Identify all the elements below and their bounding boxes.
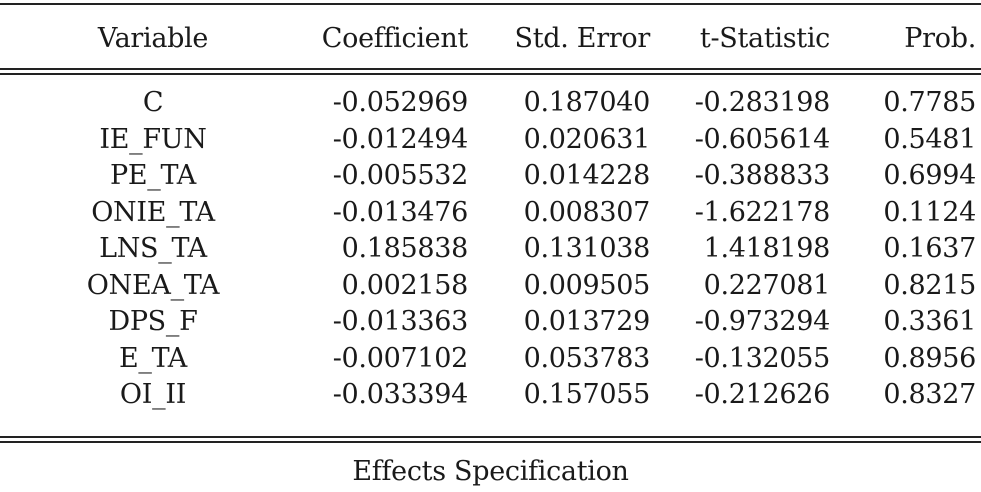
- cell-t-statistic: -0.132055: [694, 343, 830, 374]
- cell-variable: LNS_TA: [99, 233, 207, 264]
- cell-coefficient: -0.005532: [332, 160, 468, 191]
- cell-coefficient: -0.052969: [332, 87, 468, 118]
- cell-std-error: 0.187040: [523, 87, 650, 118]
- cell-variable: E_TA: [118, 343, 188, 374]
- cell-t-statistic: -0.605614: [694, 124, 830, 155]
- body-rule-upper: [0, 436, 981, 438]
- cell-coefficient: -0.012494: [332, 124, 468, 155]
- cell-t-statistic: -1.622178: [694, 197, 830, 228]
- header-coefficient: Coefficient: [321, 23, 468, 54]
- header-rule-lower: [0, 73, 981, 75]
- cell-prob: 0.1637: [883, 233, 976, 264]
- top-rule: [0, 3, 981, 5]
- cell-std-error: 0.013729: [523, 306, 650, 337]
- cell-variable: IE_FUN: [99, 124, 207, 155]
- header-std-error: Std. Error: [514, 23, 650, 54]
- cell-prob: 0.8215: [883, 270, 976, 301]
- cell-variable: ONIE_TA: [91, 197, 215, 228]
- cell-prob: 0.6994: [883, 160, 976, 191]
- cell-prob: 0.3361: [883, 306, 976, 337]
- cell-std-error: 0.020631: [523, 124, 650, 155]
- cell-t-statistic: -0.212626: [694, 379, 830, 410]
- cell-t-statistic: -0.973294: [694, 306, 830, 337]
- header-t-statistic: t-Statistic: [699, 23, 830, 54]
- cell-prob: 0.1124: [883, 197, 976, 228]
- cell-std-error: 0.131038: [523, 233, 650, 264]
- cell-std-error: 0.008307: [523, 197, 650, 228]
- cell-variable: OI_II: [119, 379, 187, 410]
- header-prob: Prob.: [904, 23, 976, 54]
- cell-std-error: 0.009505: [523, 270, 650, 301]
- cell-prob: 0.8327: [883, 379, 976, 410]
- cell-prob: 0.8956: [883, 343, 976, 374]
- cell-coefficient: -0.013363: [332, 306, 468, 337]
- cell-std-error: 0.157055: [523, 379, 650, 410]
- cell-coefficient: 0.002158: [341, 270, 468, 301]
- cell-prob: 0.7785: [883, 87, 976, 118]
- cell-t-statistic: -0.388833: [694, 160, 830, 191]
- cell-coefficient: -0.033394: [332, 379, 468, 410]
- cell-t-statistic: 1.418198: [703, 233, 830, 264]
- cell-coefficient: -0.013476: [332, 197, 468, 228]
- cell-variable: C: [142, 87, 164, 118]
- cell-std-error: 0.053783: [523, 343, 650, 374]
- cell-variable: DPS_F: [108, 306, 198, 337]
- body-rule-lower: [0, 441, 981, 443]
- cell-variable: PE_TA: [110, 160, 196, 191]
- cell-coefficient: -0.007102: [332, 343, 468, 374]
- cell-prob: 0.5481: [883, 124, 976, 155]
- cell-std-error: 0.014228: [523, 160, 650, 191]
- cell-t-statistic: -0.283198: [694, 87, 830, 118]
- effects-specification-label: Effects Specification: [352, 456, 629, 487]
- cell-coefficient: 0.185838: [341, 233, 468, 264]
- header-variable: Variable: [97, 23, 209, 54]
- header-rule-upper: [0, 68, 981, 70]
- cell-t-statistic: 0.227081: [703, 270, 830, 301]
- cell-variable: ONEA_TA: [86, 270, 220, 301]
